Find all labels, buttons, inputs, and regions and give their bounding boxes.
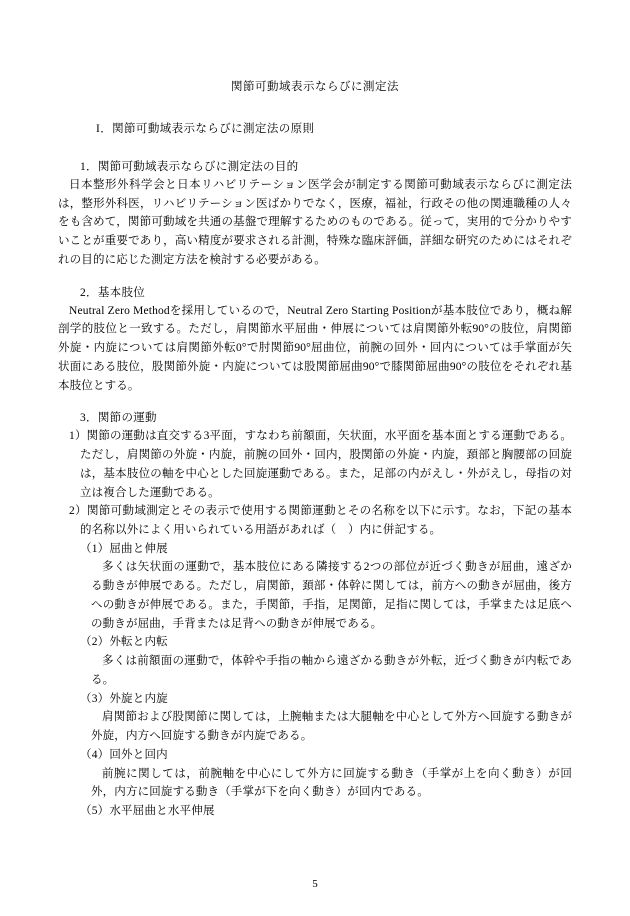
item-head-abduction-adduction: （2）外転と内転 xyxy=(80,636,168,649)
item-head-supination-pronation: （4）回外と回内 xyxy=(80,748,168,761)
item-head-external-internal-rotation: （3）外旋と内旋 xyxy=(80,692,168,705)
numbered-item-2-marker: 2） xyxy=(69,505,87,518)
sub-heading-joint-movement: 3．関節の運動 xyxy=(80,412,157,425)
page-title: 関節可動域表示ならびに測定法 xyxy=(231,81,399,93)
list-item xyxy=(58,746,572,802)
item-body-flexion-extension: 多くは矢状面の運動で，基本肢位にある隣接する2つの部位が近づく動きが屈曲，遠ざかる動きが伸展である。ただし，肩関節，頚部・体幹に関しては，前方への動きが屈曲，後方への動きが伸展である。また，手関節，手指，足関節，足指に関しては，手掌または足底への動きが屈曲，手背または足背への動きが伸展である。 xyxy=(91,561,572,630)
item-body-abduction-adduction: 多くは前額面の運動で，体幹や手指の軸から遠ざかる動きが外転，近づく動きが内転である。 xyxy=(91,655,572,686)
numbered-item-2 xyxy=(58,502,572,539)
numbered-item-1-text: 関節の運動は直交する3平面，すなわち前額面，矢状面，水平面を基本面とする運動である。ただし，肩関節の外旋・内旋，前腕の回外・回内，股関節の外旋・内旋，頚部と胸腰部の回旋は，基本肢位の軸を中心とした回旋運動である。また，足部の内がえし・外がえし，母指の対立は複合した運動である。 xyxy=(80,430,572,499)
item-body-supination-pronation: 前腕に関しては，前腕軸を中心にして外方に回旋する動き（手掌が上を向く動き）が回外，内方に回旋する動き（手掌が下を向く動き）が回内である。 xyxy=(91,767,572,799)
sub-heading-basic-position: 2．基本肢位 xyxy=(80,286,146,299)
sub-heading-purpose: 1．関節可動域表示ならびに測定法の目的 xyxy=(80,161,299,173)
section-basic-position xyxy=(58,284,572,396)
section-heading-roman-one: I．関節可動域表示ならびに測定法の原則 xyxy=(96,123,315,135)
section-purpose xyxy=(58,158,572,270)
section-joint-movement xyxy=(58,409,572,820)
item-head-flexion-extension: （1）屈曲と伸展 xyxy=(80,542,168,555)
numbered-item-2-text: 関節可動域測定とその表示で使用する関節運動とその名称を以下に示す。なお，下記の基本的名称以外によく用いられている用語があれば（ ）内に併記する。 xyxy=(80,505,572,537)
list-item xyxy=(58,802,572,821)
page-number: 5 xyxy=(312,878,318,890)
item-body-external-internal-rotation: 肩関節および股関節に関しては，上腕軸または大腿軸を中心として外方へ回旋する動きが外旋，内方へ回旋する動きが内旋である。 xyxy=(91,711,572,743)
numbered-item-1 xyxy=(58,427,572,502)
list-item xyxy=(58,540,572,634)
list-item xyxy=(58,690,572,746)
list-item xyxy=(58,633,572,689)
paragraph-basic-position-body: Neutral Zero Methodを採用しているので，Neutral Zero Starting Positionが基本肢位であり，概ね解剖学的肢位と一致する。ただし，肩関節水平屈曲・伸展については肩関節外転90°の肢位，肩関節外旋・内旋については肩関節外転0°で肘関節90°屈曲位，前腕の回外・回内については手掌面が矢状面にある肢位，股関節外旋・内旋については股関節屈曲90°で膝関節屈曲90°の肢位をそれぞれ基本肢位とする。 xyxy=(58,304,572,392)
numbered-item-1-marker: 1） xyxy=(69,430,87,443)
paragraph-purpose-body: 日本整形外科学会と日本リハビリテーション医学会が制定する関節可動域表示ならびに測定法は，整形外科医，リハビリテーション医ばかりでなく，医療，福祉，行政その他の関連職種の人々をも含めて，関節可動域を共通の基盤で理解するためのものである。従って，実用的で分かりやすいことが重要であり，高い精度が要求される計測，特殊な臨床評価，詳細な研究のためにはそれぞれの目的に応じた測定方法を検討する必要がある。 xyxy=(58,179,572,266)
item-head-horizontal-flexion-extension: （5）水平屈曲と水平伸展 xyxy=(80,805,215,818)
